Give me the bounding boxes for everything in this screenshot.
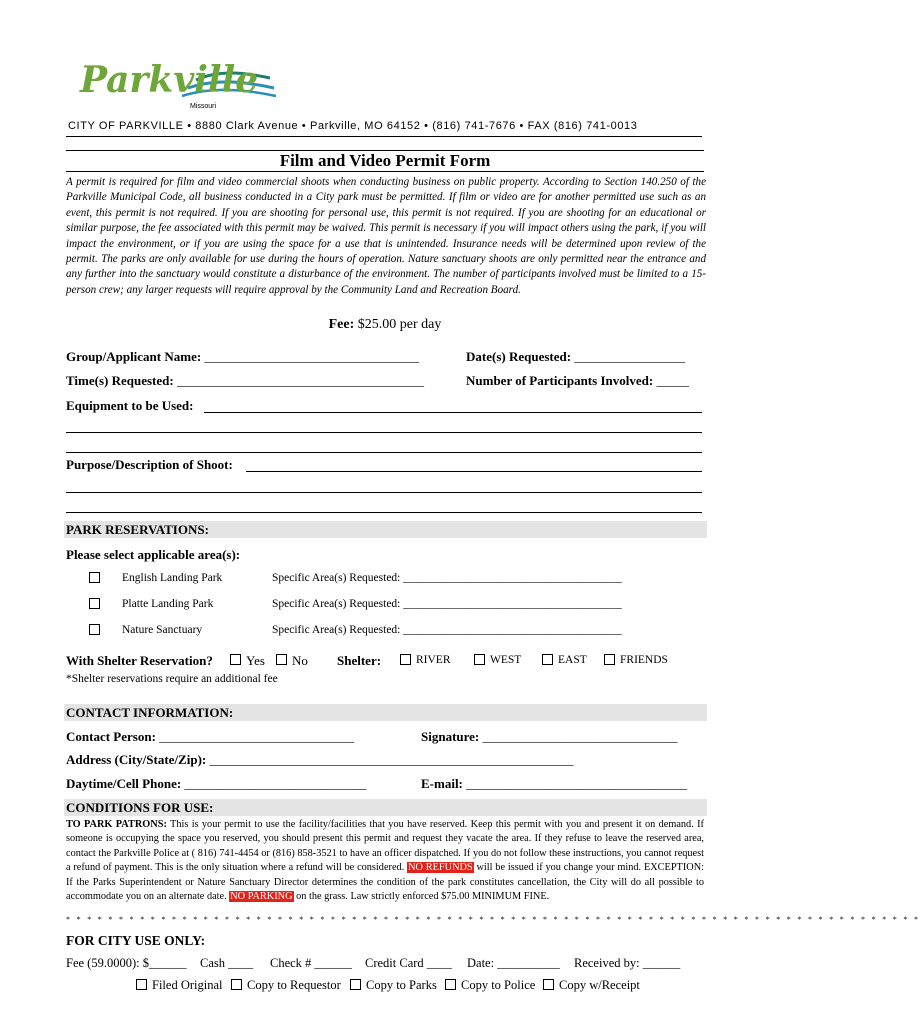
platte-landing-specific[interactable]: Specific Area(s) Requested: ______________________________________ bbox=[272, 598, 622, 610]
copy-receipt-checkbox[interactable] bbox=[543, 979, 554, 990]
address-label: Address (City/State/Zip): bbox=[66, 752, 207, 767]
shelter-friends-label: FRIENDS bbox=[620, 654, 668, 666]
no-parking-badge: NO PARKING bbox=[230, 891, 293, 903]
conditions-text-1: This is your permit to use the facility/facilities that you have reserved. Keep this permit with you and present it on demand. If someone is occupying the space you reserved, you should present this permit and request they vacate the area. If they refuse to leave the reserved area, contact the Parkville Police at ( 816) 741-4454 or (816) 858-3521 to have an officer dispatched. If you do not follow these instructions, you cannot request a refund of payment. This is the only situation where a refund will be considered. bbox=[66, 819, 704, 874]
english-landing-specific[interactable]: Specific Area(s) Requested: ______________________________________ bbox=[272, 572, 622, 584]
city-fee-field[interactable]: Fee (59.0000): $______ bbox=[66, 956, 187, 970]
city-cash-field[interactable]: Cash ____ bbox=[200, 956, 254, 970]
svg-text:Parkville: Parkville bbox=[80, 59, 259, 101]
english-landing-checkbox[interactable] bbox=[89, 572, 100, 583]
parkville-logo bbox=[78, 52, 278, 114]
purpose-line-2[interactable] bbox=[66, 492, 702, 493]
shelter-no-label: No bbox=[292, 653, 308, 668]
shelter-west-label: WEST bbox=[490, 654, 522, 666]
address-line: CITY OF PARKVILLE • 8880 Clark Avenue • Parkville, MO 64152 • (816) 741-7676 • FAX (816) 741-0013 bbox=[68, 120, 638, 132]
copy-parks-label: Copy to Parks bbox=[366, 978, 437, 992]
svg-text:Missouri: Missouri bbox=[190, 103, 217, 110]
header-rule bbox=[66, 136, 702, 137]
copy-requestor-label: Copy to Requestor bbox=[247, 978, 341, 992]
participants-label: Number of Participants Involved: bbox=[466, 373, 654, 388]
copy-parks-checkbox[interactable] bbox=[350, 979, 361, 990]
contact-person-label: Contact Person: bbox=[66, 729, 156, 744]
purpose-label: Purpose/Description of Shoot: bbox=[66, 457, 233, 472]
city-check-field[interactable]: Check # ______ bbox=[270, 956, 352, 970]
equipment-line-1[interactable] bbox=[204, 412, 702, 413]
platte-landing-checkbox[interactable] bbox=[89, 598, 100, 609]
email-field[interactable]: E-mail: __________________________________ bbox=[421, 776, 688, 791]
purpose-line-1[interactable] bbox=[246, 471, 702, 472]
no-refunds-badge: NO REFUNDS bbox=[408, 862, 473, 874]
conditions-text-3: on the grass. Law strictly enforced $75.00 MINIMUM FINE. bbox=[293, 891, 550, 903]
shelter-question: With Shelter Reservation? bbox=[66, 653, 213, 668]
times-requested-field[interactable]: Time(s) Requested: ______________________________________ bbox=[66, 373, 424, 388]
shelter-river-label: RIVER bbox=[416, 654, 451, 666]
shelter-friends-checkbox[interactable] bbox=[604, 654, 615, 665]
city-received-field[interactable]: Received by: ______ bbox=[574, 956, 681, 970]
shelter-river-checkbox[interactable] bbox=[400, 654, 411, 665]
city-date-field[interactable]: Date: __________ bbox=[467, 956, 560, 970]
conditions-header bbox=[64, 799, 707, 816]
copy-police-checkbox[interactable] bbox=[445, 979, 456, 990]
shelter-east-checkbox[interactable] bbox=[542, 654, 553, 665]
platte-landing-label: Platte Landing Park bbox=[122, 598, 214, 610]
fee-label: Fee: bbox=[328, 317, 355, 332]
copy-receipt-label: Copy w/Receipt bbox=[559, 978, 640, 992]
shelter-east-label: EAST bbox=[558, 654, 587, 666]
page-title: Film and Video Permit Form bbox=[279, 151, 491, 170]
fee-line bbox=[0, 317, 770, 333]
title-bar bbox=[66, 150, 704, 172]
conditions-text-2: will be issued if you change your mind. EXCEPTION: If the Parks Superintendent or Nature Sanctuary Director determines the condition of the park constitutes cancellation, the City will do all possible to accommodate you on an alternate date. bbox=[66, 862, 705, 903]
specific-area-label: Specific Area(s) Requested: bbox=[272, 572, 401, 584]
nature-sanctuary-specific[interactable]: Specific Area(s) Requested: ______________________________________ bbox=[272, 624, 622, 636]
contact-header bbox=[64, 704, 707, 721]
purpose-field[interactable] bbox=[66, 457, 233, 473]
phone-field[interactable]: Daytime/Cell Phone: ____________________________ bbox=[66, 776, 367, 791]
select-areas-label: Please select applicable area(s): bbox=[66, 547, 241, 562]
dates-requested-label: Date(s) Requested: bbox=[466, 349, 572, 364]
shelter-yes-checkbox[interactable] bbox=[230, 654, 241, 665]
nature-sanctuary-label: Nature Sanctuary bbox=[122, 624, 203, 636]
copy-requestor-checkbox[interactable] bbox=[231, 979, 242, 990]
english-landing-label: English Landing Park bbox=[122, 572, 223, 584]
equipment-line-3[interactable] bbox=[66, 452, 702, 453]
specific-area-label: Specific Area(s) Requested: bbox=[272, 598, 401, 610]
dates-requested-field[interactable]: Date(s) Requested: _________________ bbox=[466, 349, 685, 364]
specific-area-label: Specific Area(s) Requested: bbox=[272, 624, 401, 636]
phone-label: Daytime/Cell Phone: bbox=[66, 776, 182, 791]
participants-field[interactable]: Number of Participants Involved: _____ bbox=[466, 373, 689, 388]
fee-value: $25.00 per day bbox=[357, 317, 442, 332]
signature-field[interactable]: Signature: ______________________________ bbox=[421, 729, 678, 744]
copy-police-label: Copy to Police bbox=[461, 978, 536, 992]
address-field[interactable]: Address (City/State/Zip): ________________________________________________________ bbox=[66, 752, 574, 767]
conditions-lead: TO PARK PATRONS: bbox=[66, 819, 167, 830]
group-applicant-label: Group/Applicant Name: bbox=[66, 349, 202, 364]
times-requested-label: Time(s) Requested: bbox=[66, 373, 174, 388]
contact-heading: CONTACT INFORMATION: bbox=[66, 705, 234, 720]
city-use-heading: FOR CITY USE ONLY: bbox=[66, 933, 206, 948]
park-reservations-header bbox=[64, 521, 707, 538]
star-divider: * * * * * * * * * * * * * * * * * * * * * * * * * * * * * * * * * * * * * * * * * * * * * * * * * * * * * * * * * * * * * * * * * * * * * * * * * * * * * * * * * bbox=[66, 915, 920, 924]
conditions-paragraph bbox=[66, 818, 704, 904]
equipment-label: Equipment to be Used: bbox=[66, 398, 194, 413]
filed-original-checkbox[interactable] bbox=[136, 979, 147, 990]
equipment-field[interactable] bbox=[66, 398, 194, 414]
shelter-note: *Shelter reservations require an additional fee bbox=[66, 673, 278, 685]
email-label: E-mail: bbox=[421, 776, 463, 791]
purpose-line-3[interactable] bbox=[66, 512, 702, 513]
signature-label: Signature: bbox=[421, 729, 480, 744]
nature-sanctuary-checkbox[interactable] bbox=[89, 624, 100, 635]
conditions-heading: CONDITIONS FOR USE: bbox=[66, 800, 214, 815]
shelter-no-checkbox[interactable] bbox=[276, 654, 287, 665]
shelter-yes-label: Yes bbox=[246, 653, 265, 668]
intro-paragraph: A permit is required for film and video commercial shoots when conducting business on public property. According to Section 140.250 of the Parkville Municipal Code, all business conducted in a City park must be permitted. If film or video are for another permitted use such as an event, this permit is not required. If you are shooting for personal use, this permit is not required. If you are shooting for an educational or similar purpose, the fee associated with this permit may be waived. This permit is necessary if you will impact others using the park, if you will impact the environment, or if you are using the space for a use that is unintended. Insurance needs will be determined upon review of the permit. The parks are only available for use during the hours of operation. Nature sanctuary shoots are only permitted near the entrance and any further into the sanctuary would constitute a disturbance of the environment. The number of participants involved must be limited to a 15-person crew; any larger requests will require approval by the Community Land and Recreation Board. bbox=[66, 176, 706, 296]
city-credit-field[interactable]: Credit Card ____ bbox=[365, 956, 452, 970]
shelter-west-checkbox[interactable] bbox=[474, 654, 485, 665]
park-reservations-heading: PARK RESERVATIONS: bbox=[66, 522, 209, 537]
equipment-line-2[interactable] bbox=[66, 432, 702, 433]
contact-person-field[interactable]: Contact Person: ______________________________ bbox=[66, 729, 355, 744]
filed-original-label: Filed Original bbox=[152, 978, 223, 992]
shelter-label: Shelter: bbox=[337, 653, 382, 668]
group-applicant-field[interactable]: Group/Applicant Name: _________________________________ bbox=[66, 349, 419, 364]
